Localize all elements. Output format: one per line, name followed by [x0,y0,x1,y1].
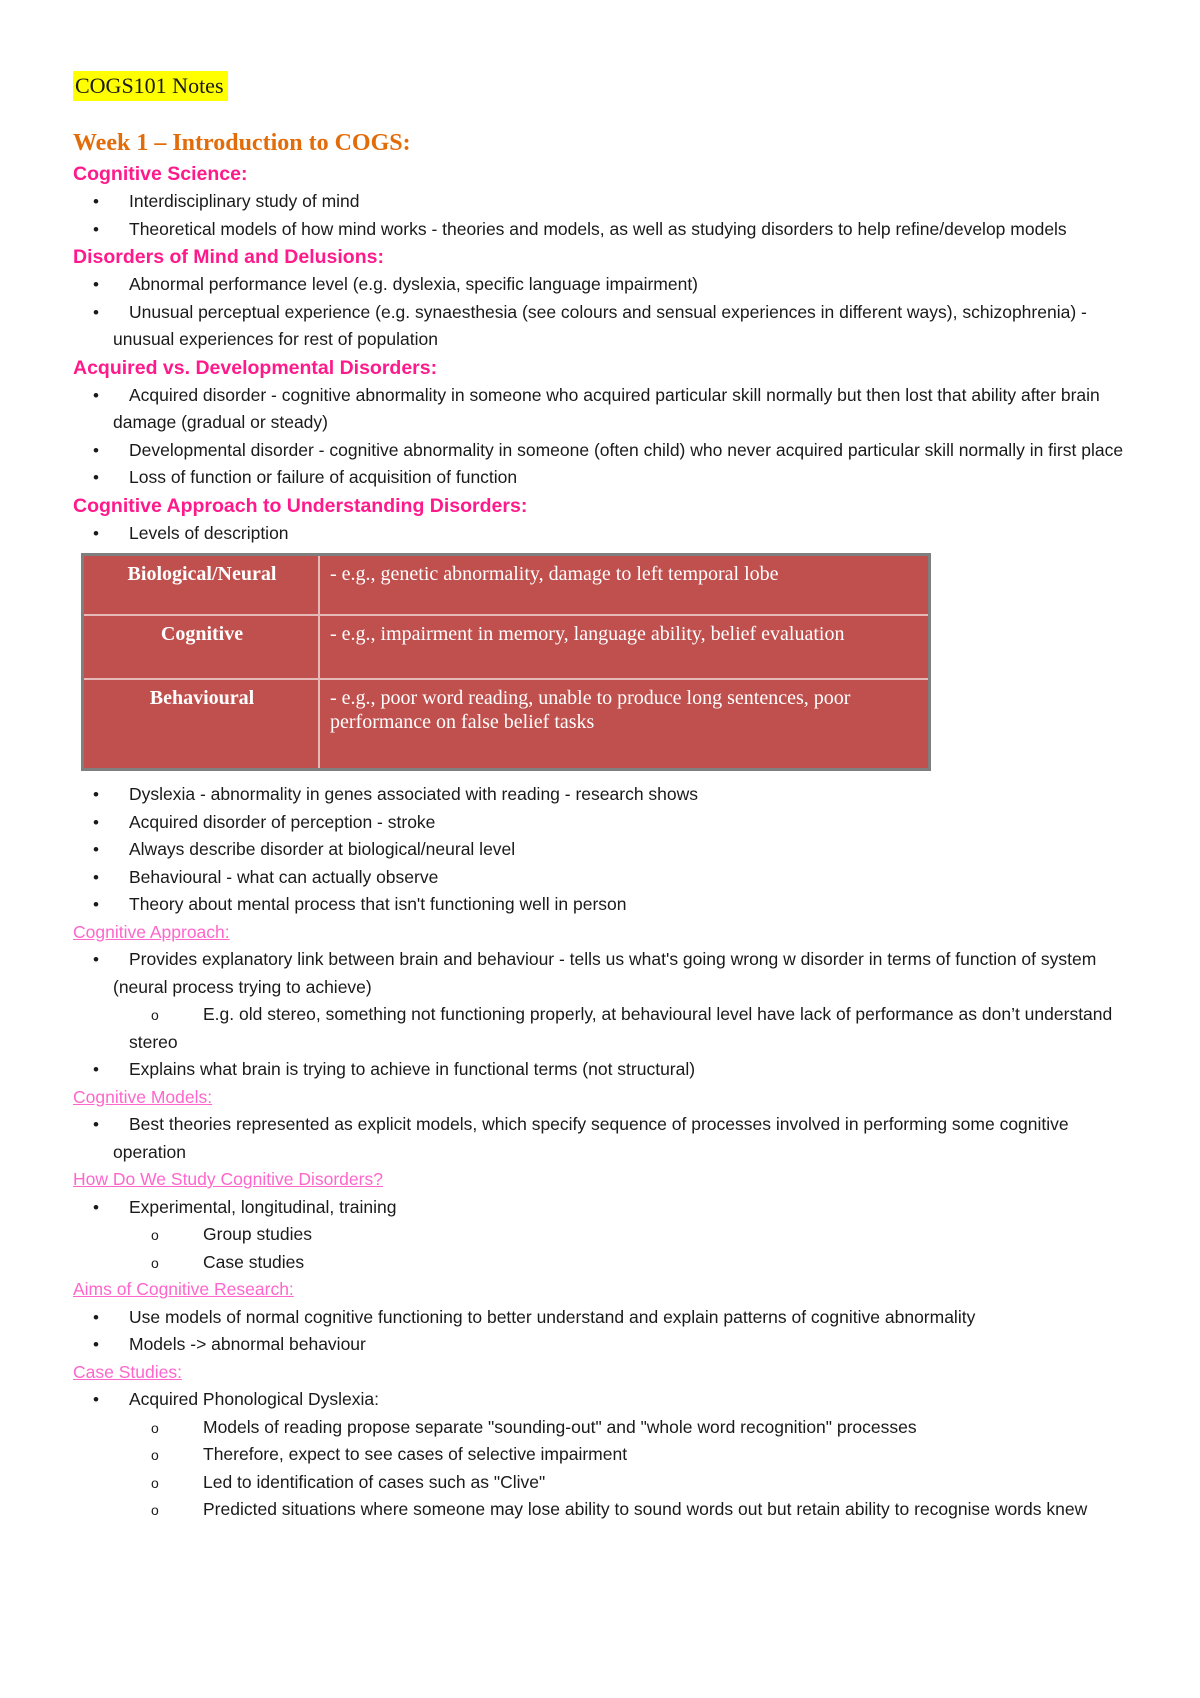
list-item [73,891,1133,919]
section-heading-approach-understanding: Cognitive Approach to Understanding Disorders: [73,494,528,517]
list-item-text: Case studies [203,1251,305,1272]
bullet-list [73,271,1133,354]
list-item [73,1056,1133,1084]
list-item [73,1386,1133,1414]
list-item-text: Theoretical models of how mind works - theories and models, as well as studying disorders to help refine/develop models [129,218,1067,239]
bullet-icon: • [93,840,99,859]
notes-content [73,160,1133,1524]
description-cell: - e.g., impairment in memory, language ability, belief evaluation [319,615,930,679]
bullet-list [73,382,1133,492]
list-item-text: Best theories represented as explicit models, which specify sequence of processes involved in performing some cognitive operation [113,1114,1069,1162]
list-item-text: Levels of description [129,522,289,543]
bullet-icon: • [93,275,99,294]
table-row [83,555,930,616]
bullet-list [73,1194,1133,1277]
list-item [73,864,1133,892]
list-item-text: Explains what brain is trying to achieve in functional terms (not structural) [129,1059,696,1079]
bullet-icon: • [93,950,99,969]
table-row [83,679,930,770]
list-item [73,216,1133,244]
list-item-text: Use models of normal cognitive functioning to better understand and explain patterns of cognitive abnormality [129,1306,976,1327]
list-item [73,520,1133,548]
bullet-list [73,520,1133,548]
week-heading: Week 1 – Introduction to COGS: [73,130,411,156]
bullet-icon: • [93,812,99,832]
list-item [73,809,1133,837]
bullet-icon: • [93,192,99,211]
list-item [73,946,1133,1001]
bullet-icon: • [93,219,99,239]
list-item [73,188,1133,216]
list-item-text: Interdisciplinary study of mind [129,191,360,211]
bullet-icon: • [93,1060,99,1079]
level-cell: Behavioural [83,679,320,770]
list-item [73,781,1133,809]
bullet-icon: • [93,1335,99,1354]
section-heading-case-studies[interactable]: Case Studies: [73,1361,182,1382]
bullet-icon: • [93,895,99,914]
bullet-list [73,781,1133,919]
list-item [73,437,1133,465]
circle-bullet-icon: o [151,1419,159,1436]
list-item [73,1304,1133,1332]
sub-list-item [73,1221,1133,1249]
bullet-icon: • [93,785,99,804]
bullet-list [73,188,1133,243]
bullet-icon: • [93,1390,99,1409]
list-item [73,836,1133,864]
list-item-text: Provides explanatory link between brain and behaviour - tells us what's going wrong w disorder in terms of function of system (neural process trying to achieve) [113,949,1097,997]
list-item-text: Abnormal performance level (e.g. dyslexia, specific language impairment) [129,274,699,294]
list-item-text: Models -> abnormal behaviour [129,1334,366,1354]
bullet-list [73,1304,1133,1359]
table-row [83,615,930,679]
list-item-text: Therefore, expect to see cases of selective impairment [203,1444,628,1464]
list-item-text: Group studies [203,1224,312,1244]
sub-list-item [73,1249,1133,1277]
list-item [73,464,1133,492]
list-item-text: Developmental disorder - cognitive abnormality in someone (often child) who never acquired particular skill normally in first place [129,439,1124,460]
bullet-list [73,1111,1133,1166]
list-item-text: Behavioural - what can actually observe [129,866,439,887]
list-item-text: Always describe disorder at biological/neural level [129,839,516,859]
circle-bullet-icon: o [151,1254,159,1271]
sub-list-item [73,1001,1133,1056]
bullet-list [73,946,1133,1084]
list-item-text: Theory about mental process that isn't functioning well in person [129,894,627,914]
list-item-text: Dyslexia - abnormality in genes associated with reading - research shows [129,784,699,804]
circle-bullet-icon: o [151,1227,159,1243]
section-heading-how-study[interactable]: How Do We Study Cognitive Disorders? [73,1169,383,1189]
bullet-icon: • [93,1307,99,1327]
list-item [73,1194,1133,1222]
sub-list-item [73,1441,1133,1469]
sub-list-item [73,1414,1133,1442]
bullet-icon: • [93,385,99,405]
bullet-icon: • [93,1197,99,1217]
document-title: COGS101 Notes [73,71,228,101]
section-heading-acquired-developmental: Acquired vs. Developmental Disorders: [73,356,438,379]
circle-bullet-icon: o [151,1502,159,1518]
list-item-text: Unusual perceptual experience (e.g. synaesthesia (see colours and sensual experiences in different ways), schizophrenia) - unusual experiences for rest of population [113,301,1087,349]
description-cell: - e.g., poor word reading, unable to produce long sentences, poor performance on false belief tasks [319,679,930,770]
list-item-text: Led to identification of cases such as "Clive" [203,1471,546,1492]
level-cell: Biological/Neural [83,555,320,616]
list-item [73,1331,1133,1359]
list-item-text: Acquired disorder - cognitive abnormality in someone who acquired particular skill normally but then lost that ability after brain damage (gradual or steady) [113,384,1100,432]
description-cell: - e.g., genetic abnormality, damage to left temporal lobe [319,555,930,616]
bullet-list [73,1386,1133,1524]
list-item-text: Predicted situations where someone may lose ability to sound words out but retain ability to recognise words knew [203,1499,1088,1519]
section-heading-cognitive-models[interactable]: Cognitive Models: [73,1086,213,1107]
sub-list-item [73,1469,1133,1497]
list-item [73,299,1133,354]
sub-list-item [73,1496,1133,1524]
levels-of-description-table [81,553,931,771]
list-item [73,271,1133,299]
circle-bullet-icon: o [151,1007,159,1023]
section-heading-cognitive-science: Cognitive Science: [73,163,248,185]
list-item-text: Acquired disorder of perception - stroke [129,811,436,832]
list-item-text: Experimental, longitudinal, training [129,1196,397,1217]
bullet-icon: • [93,440,99,460]
list-item-text: Models of reading propose separate "sounding-out" and "whole word recognition" processes [203,1416,917,1437]
circle-bullet-icon: o [151,1474,159,1491]
bullet-icon: • [93,867,99,887]
list-item-text: Loss of function or failure of acquisition of function [129,467,518,487]
section-heading-disorders: Disorders of Mind and Delusions: [73,246,384,268]
list-item [73,382,1133,437]
bullet-icon: • [93,468,99,487]
section-heading-aims[interactable]: Aims of Cognitive Research: [73,1279,294,1299]
bullet-icon: • [93,302,99,322]
bullet-icon: • [93,523,99,543]
list-item [73,1111,1133,1166]
circle-bullet-icon: o [151,1447,159,1463]
section-heading-cognitive-approach[interactable]: Cognitive Approach: [73,921,230,942]
level-cell: Cognitive [83,615,320,679]
list-item-text: E.g. old stereo, something not functioning properly, at behavioural level have lack of performance as don’t understand stereo [129,1004,1113,1052]
bullet-icon: • [93,1115,99,1134]
list-item-text: Acquired Phonological Dyslexia: [129,1389,379,1409]
